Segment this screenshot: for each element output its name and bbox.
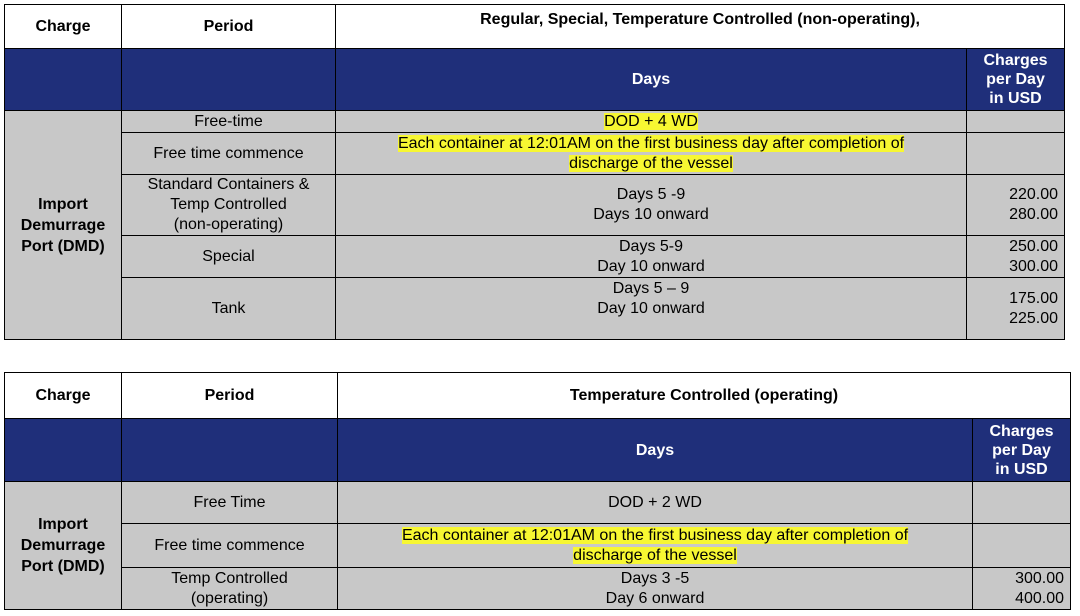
charge-header: Charge [5,373,122,419]
table-title: Temperature Controlled (operating) [338,373,1071,419]
days-header: Days [336,49,967,111]
days-cell [336,133,967,175]
period-header: Period [122,373,338,419]
highlighted-text: discharge of the vessel [569,154,733,172]
period-cell: Temp Controlled (operating) [122,568,338,610]
period-header: Period [122,5,336,49]
period-cell: Free-time [122,111,336,133]
price-cell: 300.00 400.00 [973,568,1071,610]
band-blank-period [122,419,338,482]
days-cell: Days 5 -9 Days 10 onward [336,175,967,236]
charge-label-import-demurrage: Import Demurrage Port (DMD) [5,482,122,610]
period-cell: Free Time [122,482,338,524]
period-cell: Tank [122,278,336,340]
price-cell [973,482,1071,524]
band-blank-charge [5,49,122,111]
period-cell: Free time commence [122,524,338,568]
price-cell: 220.00 280.00 [967,175,1065,236]
days-cell [338,524,973,568]
band-blank-charge [5,419,122,482]
charge-label-import-demurrage: Import Demurrage Port (DMD) [5,111,122,340]
period-cell: Special [122,236,336,278]
tariff-table-operating [4,372,1071,610]
period-cell: Standard Containers & Temp Controlled (non-operating) [122,175,336,236]
price-cell [973,524,1071,568]
band-blank-period [122,49,336,111]
tariff-table-non-operating [4,4,1065,340]
price-cell [967,111,1065,133]
highlighted-text: Each container at 12:01AM on the first business day after completion of [397,134,905,152]
days-cell: Days 3 -5 Day 6 onward [338,568,973,610]
days-header: Days [338,419,973,482]
highlighted-text: DOD + 4 WD [604,112,698,130]
days-cell [336,111,967,133]
highlighted-text: Each container at 12:01AM on the first business day after completion of [401,526,909,544]
charge-header: Charge [5,5,122,49]
table-title: Regular, Special, Temperature Controlled (non-operating), [336,5,1065,49]
charges-per-day-header: Charges per Day in USD [967,49,1065,111]
days-cell: Days 5 – 9 Day 10 onward [336,278,967,340]
price-cell: 175.00 225.00 [967,278,1065,340]
charges-per-day-header: Charges per Day in USD [973,419,1071,482]
price-cell [967,133,1065,175]
period-cell: Free time commence [122,133,336,175]
price-cell: 250.00 300.00 [967,236,1065,278]
days-cell: DOD + 2 WD [338,482,973,524]
days-cell: Days 5-9 Day 10 onward [336,236,967,278]
highlighted-text: discharge of the vessel [573,546,737,564]
